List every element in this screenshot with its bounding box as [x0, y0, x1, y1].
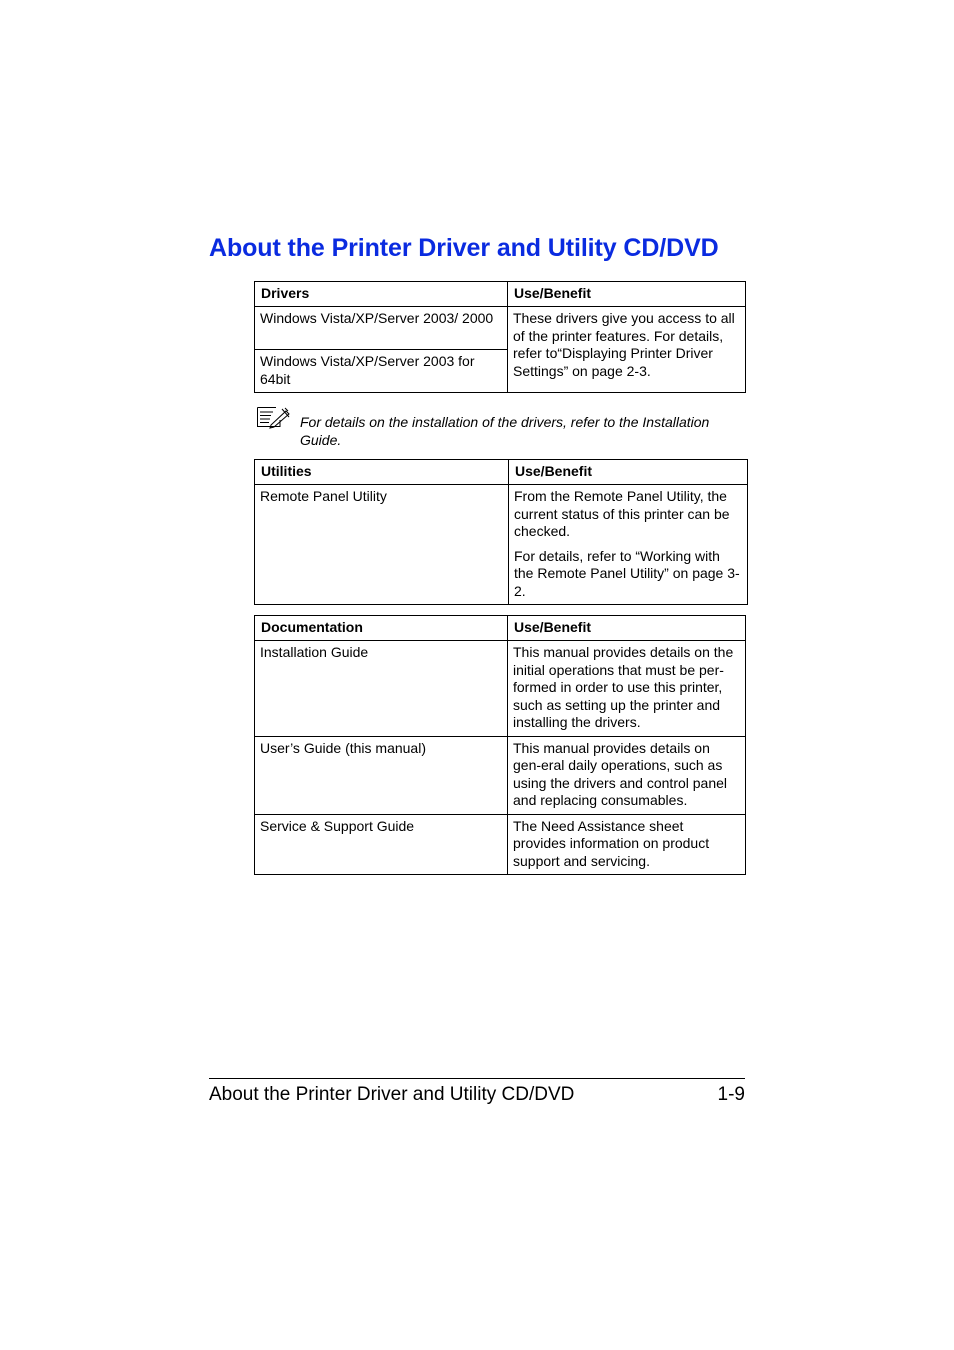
driver-benefit: These drivers give you access to all of the printer features. For details, refer to“Displaying Printer Driver Settings” on page 2-3.: [508, 307, 746, 393]
table-row: [255, 814, 746, 875]
document-benefit: This manual provides details on the initial operations that must be per-formed in order to use this printer, such as setting up the printer and installing the drivers.: [508, 641, 746, 737]
column-header: Utilities: [255, 460, 509, 485]
document-name: Service & Support Guide: [255, 814, 508, 875]
column-header: Drivers: [255, 282, 508, 307]
utility-name: Remote Panel Utility: [255, 485, 509, 605]
column-header: Use/Benefit: [508, 616, 746, 641]
page-number: 1-9: [717, 1084, 745, 1105]
driver-name: Windows Vista/XP/Server 2003 for 64bit: [255, 350, 508, 393]
footer-divider: [209, 1078, 745, 1079]
driver-name: Windows Vista/XP/Server 2003/ 2000: [255, 307, 508, 350]
column-header: Use/Benefit: [508, 282, 746, 307]
table-row: [255, 485, 748, 605]
table-row: [255, 641, 746, 737]
table-row: [255, 307, 746, 350]
note-text: For details on the installation of the drivers, refer to the Installation Guide.: [300, 414, 710, 448]
documentation-table: [254, 615, 746, 875]
document-name: User’s Guide (this manual): [255, 736, 508, 814]
table-header-row: [255, 616, 746, 641]
table-header-row: [255, 282, 746, 307]
column-header: Use/Benefit: [509, 460, 748, 485]
page-title: About the Printer Driver and Utility CD/DVD: [209, 234, 719, 262]
table-row: [255, 736, 746, 814]
utility-reference-text: For details, refer to “Working with the Remote Panel Utility” on page 3-2.: [514, 547, 740, 599]
utilities-table: [254, 459, 748, 605]
document-benefit: This manual provides details on gen-eral daily operations, such as using the drivers and control panel and replacing consumables.: [508, 736, 746, 814]
utility-benefit-text: From the Remote Panel Utility, the current status of this printer can be checked.: [514, 488, 730, 539]
note-pencil-icon: [256, 405, 290, 429]
document-name: Installation Guide: [255, 641, 508, 737]
table-header-row: [255, 460, 748, 485]
column-header: Documentation: [255, 616, 508, 641]
utility-benefit: [509, 485, 748, 605]
drivers-table: [254, 281, 746, 393]
footer-title: About the Printer Driver and Utility CD/DVD: [209, 1084, 575, 1105]
document-benefit: The Need Assistance sheet provides information on product support and servicing.: [508, 814, 746, 875]
